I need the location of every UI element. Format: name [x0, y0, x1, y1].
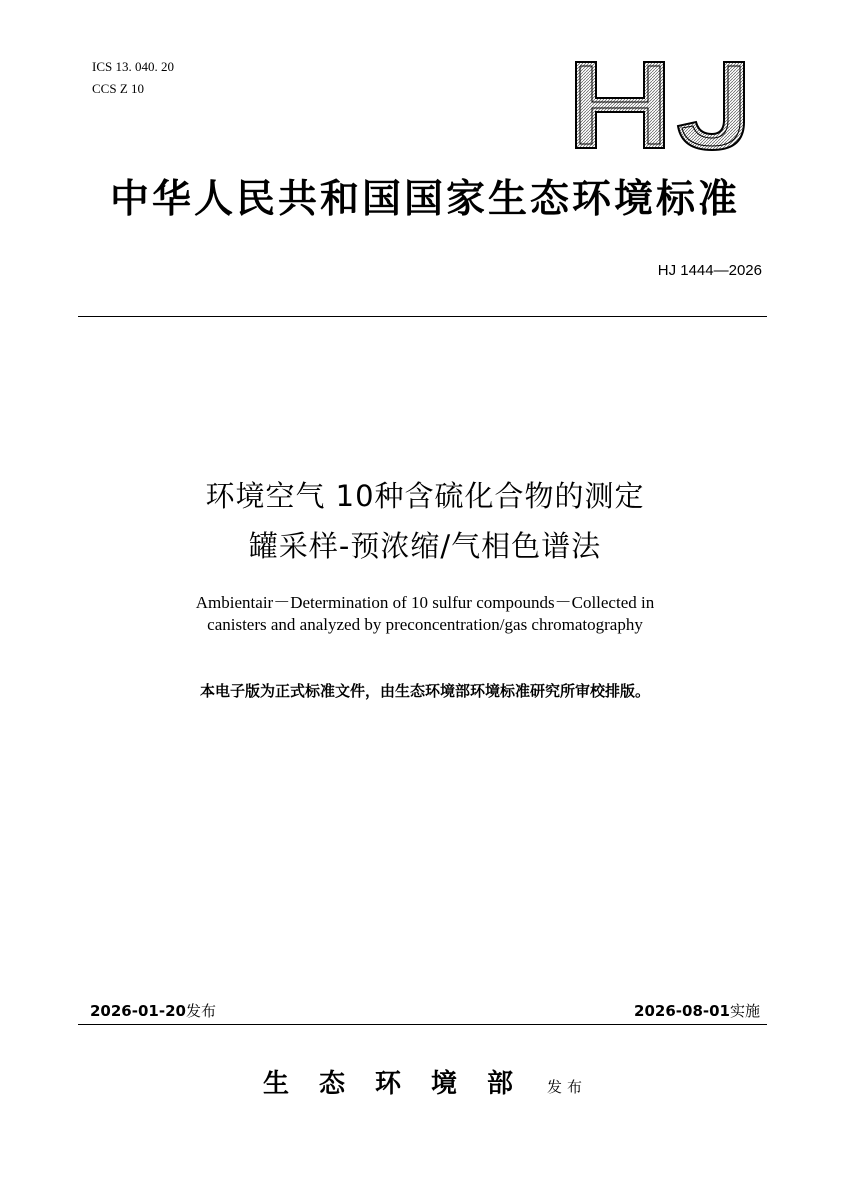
effective-date-label: 实施: [729, 1002, 760, 1020]
electronic-version-note: 本电子版为正式标准文件，由生态环境部环境标准研究所审校排版。: [199, 682, 650, 700]
standard-category-title: 中华人民共和国国家生态环境标准: [109, 176, 740, 222]
title-cn-line1: 环境空气 10种含硫化合物的测定: [205, 479, 645, 513]
issuer-action: 发布: [547, 1078, 588, 1096]
standard-number: HJ 1444—2026: [657, 262, 762, 279]
issue-date-value: 2026-01-20: [90, 1002, 186, 1020]
issuer: [0, 1063, 850, 1100]
title-en-line2: canisters and analyzed by preconcentration/gas chromatography: [207, 615, 643, 634]
issuer-org: 生态环境部: [262, 1069, 543, 1099]
top-divider: [78, 316, 767, 317]
effective-date-value: 2026-08-01: [634, 1002, 730, 1020]
hj-logo: [574, 60, 752, 152]
effective-date: [634, 1000, 760, 1021]
title-en-line1: Ambientair－Determination of 10 sulfur compounds－Collected in: [195, 593, 655, 612]
classification-codes: [92, 56, 174, 100]
issue-date: [90, 1000, 216, 1021]
bottom-divider: [78, 1024, 767, 1025]
ics-code: ICS 13. 040. 20: [92, 59, 174, 74]
ccs-code: CCS Z 10: [92, 81, 145, 96]
title-cn-line2: 罐采样-预浓缩/气相色谱法: [248, 529, 602, 563]
issue-date-label: 发布: [185, 1002, 216, 1020]
